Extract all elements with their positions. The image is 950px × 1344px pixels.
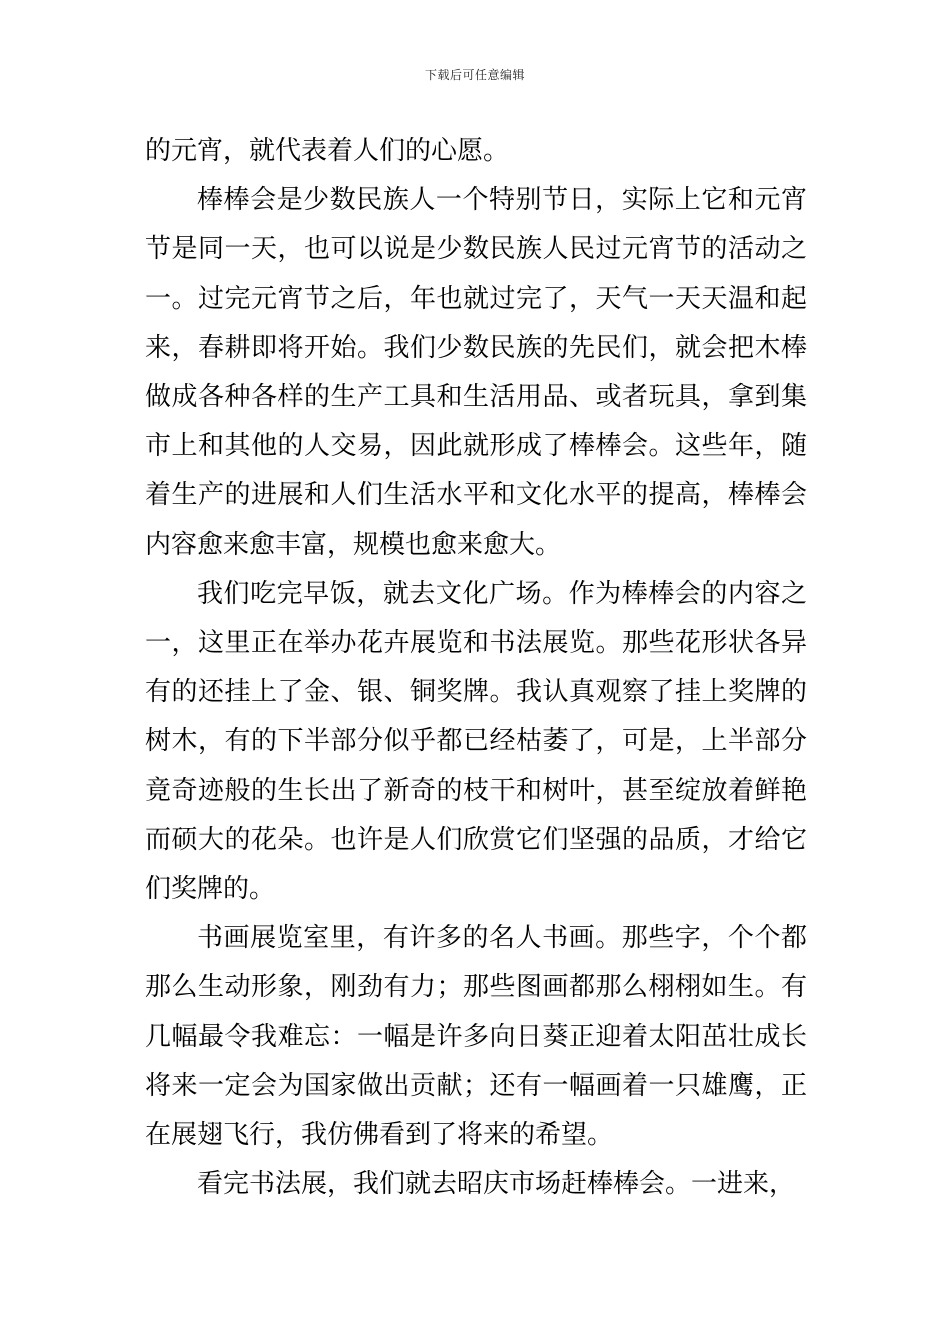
document-body [145, 127, 807, 1209]
page-header: 下载后可任意编辑 [424, 68, 525, 82]
paragraph: 看完书法展，我们就去昭庆市场赶棒棒会。一进来， [197, 1169, 796, 1200]
paragraph-continuation: 的元宵，就代表着人们的心愿。 [145, 136, 510, 166]
paragraph: 我们吃完早饭，就去文化广场。作为棒棒会的内容之一，这里正在举办花卉展览和书法展览。那些花形状各异有的还挂上了金、银、铜奖牌。我认真观察了挂上奖牌的树木，有的下半部分似乎都已经枯萎了，可是，上半部分竟奇迹般的生长出了新奇的枝干和树叶，甚至绽放着鲜艳而硕大的花朵。也许是人们欣赏它们坚强的品质，才给它们奖牌的。 [145, 578, 807, 905]
paragraph: 书画展览室里，有许多的名人书画。那些字，个个都那么生动形象，刚劲有力；那些图画都那么栩栩如生。有几幅最令我难忘：一幅是许多向日葵正迎着太阳茁壮成长将来一定会为国家做出贡献；还有一幅画着一只雄鹰，正在展翅飞行，我仿佛看到了将来的希望。 [145, 923, 807, 1151]
paragraph: 棒棒会是少数民族人一个特别节日，实际上它和元宵节是同一天，也可以说是少数民族人民过元宵节的活动之一。过完元宵节之后，年也就过完了，天气一天天温和起来，春耕即将开始。我们少数民族的先民们，就会把木棒做成各种各样的生产工具和生活用品、或者玩具，拿到集市上和其他的人交易，因此就形成了棒棒会。这些年，随着生产的进展和人们生活水平和文化水平的提高，棒棒会内容愈来愈丰富，规模也愈来愈大。 [145, 185, 807, 560]
